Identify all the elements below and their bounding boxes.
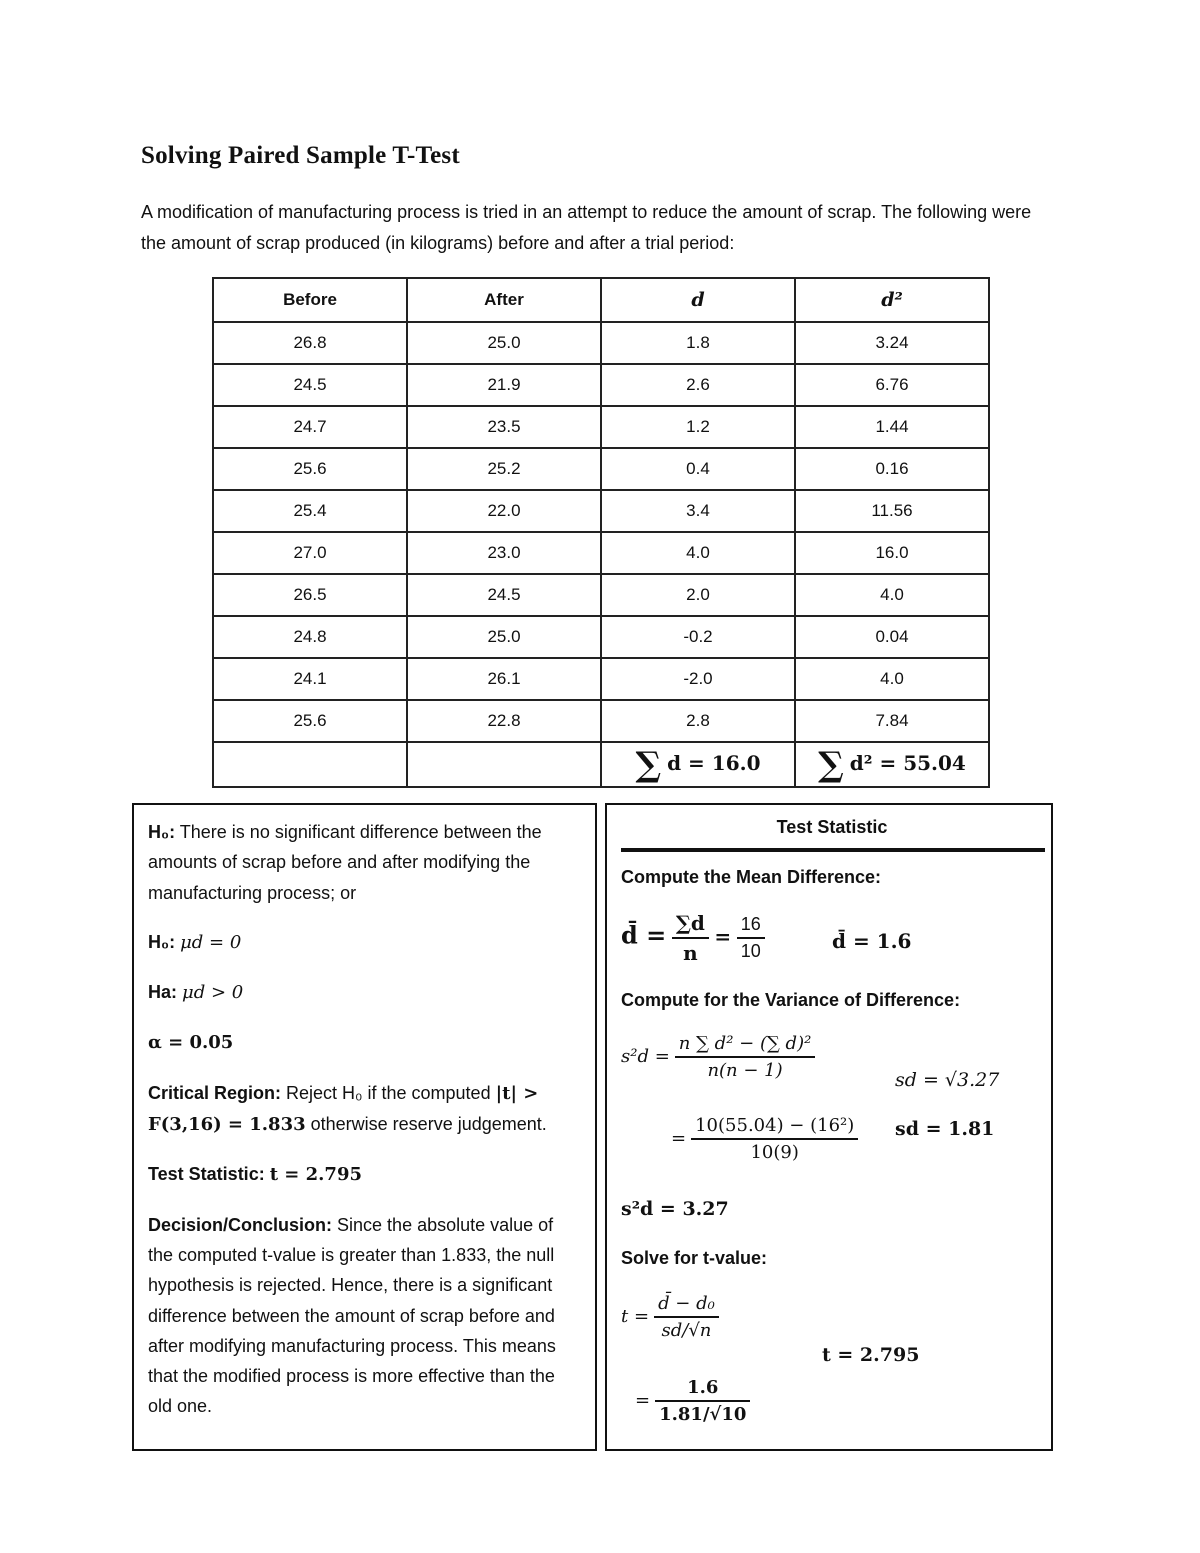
cell-d-squared: 6.76 (795, 364, 989, 406)
cell-after: 21.9 (407, 364, 601, 406)
null-hypothesis-statement: H₀: There is no significant difference between the amounts of scrap before and after modifying the manufacturing process; or (148, 822, 542, 903)
alpha-level: α = 0.05 (148, 1032, 234, 1054)
data-table (212, 277, 990, 788)
cell-before: 24.7 (213, 406, 407, 448)
cell-d-squared: 3.24 (795, 322, 989, 364)
cell-before: 26.8 (213, 322, 407, 364)
cell-d: 2.0 (601, 574, 795, 616)
cell-after: 23.5 (407, 406, 601, 448)
t-substitution: = $\frac{1.6}{1.81/√10}$ (635, 1377, 750, 1425)
cell-after: 23.0 (407, 532, 601, 574)
cell-before: 25.4 (213, 490, 407, 532)
table-sum-row (213, 742, 989, 787)
t-formula: t = $\frac{\text{d̄ − d₀}}{sd/√n}$ (621, 1293, 719, 1341)
sum-d: d = 16.0 (667, 750, 761, 775)
t-result: t = 2.795 (822, 1344, 920, 1366)
cell-d: 2.6 (601, 364, 795, 406)
sigma-symbol: ∑ (635, 744, 662, 785)
table-row (213, 364, 989, 406)
sum-d2: d² = 55.04 (849, 750, 966, 775)
cell-d-squared: 0.16 (795, 448, 989, 490)
intro-paragraph: A modification of manufacturing process is tried in an attempt to reduce the amount of scrap. The following were the amount of scrap produced (in kilograms) before and after a trial period: (141, 202, 1032, 253)
hypothesis-box (132, 803, 597, 1451)
table-row (213, 406, 989, 448)
cell-d-squared: 16.0 (795, 532, 989, 574)
test-statistic-heading: Test Statistic (776, 817, 888, 837)
variance-result: s²d = 3.27 (621, 1198, 729, 1220)
table-row (213, 616, 989, 658)
sum-empty-before (213, 742, 407, 787)
cell-d: -2.0 (601, 658, 795, 700)
header-d: d (601, 278, 795, 322)
cell-before: 25.6 (213, 448, 407, 490)
mean-result: d̄ = 1.6 (832, 929, 912, 953)
cell-d-squared: 7.84 (795, 700, 989, 742)
t-value-label: Solve for t-value: (621, 1248, 768, 1268)
cell-after: 22.8 (407, 700, 601, 742)
decision-conclusion: Decision/Conclusion: Since the absolute value of the computed t-value is greater than 1.833, the null hypothesis is rejected. Hence, there is a significant difference between the amount of scrap before and after modifying manufacturing process. This means that the modified process is more effective than the old one. (148, 1214, 556, 1417)
sum-empty-after (407, 742, 601, 787)
variance-substitution: = $\frac{\text{10(55.04) − (16²)}}{10(9)}$ (671, 1115, 858, 1163)
mean-formula: d̄ = $\frac{\sum d}{n}$ = $\frac{16}{10}$ (621, 911, 765, 965)
table-row (213, 574, 989, 616)
cell-d: -0.2 (601, 616, 795, 658)
cell-d: 1.2 (601, 406, 795, 448)
sum-d2-cell (795, 742, 989, 787)
cell-d: 3.4 (601, 490, 795, 532)
cell-after: 25.0 (407, 616, 601, 658)
sd-root: sd = √3.27 (895, 1069, 1000, 1091)
header-d-squared: d² (795, 278, 989, 322)
header-before: Before (213, 278, 407, 322)
cell-after: 24.5 (407, 574, 601, 616)
cell-d-squared: 4.0 (795, 658, 989, 700)
variance-formula: s²d = $\frac{\text{n ∑ d² − (∑ d)²}}{n(n - 1)}$ (621, 1033, 815, 1081)
table-row (213, 322, 989, 364)
sigma-symbol: ∑ (818, 744, 844, 785)
table-row (213, 490, 989, 532)
cell-before: 26.5 (213, 574, 407, 616)
table-row (213, 700, 989, 742)
cell-before: 25.6 (213, 700, 407, 742)
cell-before: 24.1 (213, 658, 407, 700)
cell-after: 25.0 (407, 322, 601, 364)
null-hypothesis-symbolic: H₀: μd = 0 (148, 931, 242, 953)
cell-d: 4.0 (601, 532, 795, 574)
variance-label: Compute for the Variance of Difference: (621, 990, 961, 1010)
table-row (213, 448, 989, 490)
test-statistic-summary: Test Statistic: t = 2.795 (148, 1164, 362, 1186)
table-row (213, 532, 989, 574)
page-title: Solving Paired Sample T-Test (141, 142, 460, 169)
cell-before: 24.8 (213, 616, 407, 658)
cell-before: 27.0 (213, 532, 407, 574)
cell-after: 22.0 (407, 490, 601, 532)
sum-d-cell (601, 742, 795, 787)
table-header-row (213, 278, 989, 322)
sd-result: sd = 1.81 (895, 1118, 995, 1140)
cell-d-squared: 0.04 (795, 616, 989, 658)
cell-before: 24.5 (213, 364, 407, 406)
cell-d-squared: 1.44 (795, 406, 989, 448)
heading-divider (621, 848, 1045, 852)
alt-hypothesis-symbolic: Ha: μd > 0 (148, 982, 244, 1004)
cell-d-squared: 4.0 (795, 574, 989, 616)
cell-d: 0.4 (601, 448, 795, 490)
cell-d-squared: 11.56 (795, 490, 989, 532)
cell-d: 2.8 (601, 700, 795, 742)
cell-d: 1.8 (601, 322, 795, 364)
critical-region: Critical Region: Reject H₀ if the computed |t| > F(3,16) = 1.833 otherwise reserve judgement. (148, 1082, 547, 1136)
header-after: After (407, 278, 601, 322)
table-row (213, 658, 989, 700)
mean-difference-label: Compute the Mean Difference: (621, 867, 882, 887)
cell-after: 26.1 (407, 658, 601, 700)
test-statistic-box (605, 803, 1053, 1451)
cell-after: 25.2 (407, 448, 601, 490)
